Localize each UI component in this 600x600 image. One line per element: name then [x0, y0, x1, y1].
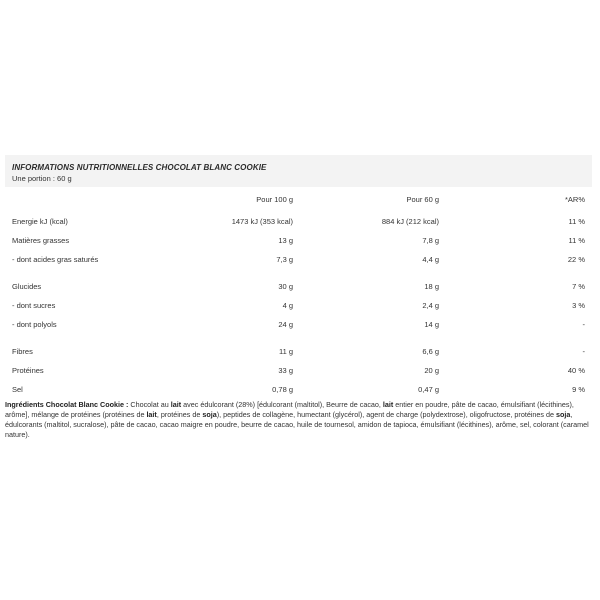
column-header-ar: *AR%	[564, 195, 585, 204]
value-per100: 13 g	[278, 236, 293, 245]
table-row	[5, 212, 592, 231]
allergen-text: lait	[146, 410, 157, 419]
table-row	[5, 296, 592, 315]
value-per100: 24 g	[278, 320, 293, 329]
table-row	[5, 315, 592, 334]
nutrient-label: - dont polyols	[12, 320, 57, 329]
table-header-row	[5, 187, 592, 212]
table-row	[5, 231, 592, 250]
ingredient-segment: , édulcorants (maltitol, sucralose), pâte de cacao, cacao maigre en poudre, beurre de cacao, huile de tournesol, amidon de tapioca, émulsifiant (lécithines), arôme, sel, colorant (caramel nature).	[5, 410, 589, 439]
ingredient-segment: , protéines de	[156, 410, 203, 419]
value-per100: 30 g	[278, 282, 293, 291]
value-per100: 0,78 g	[272, 385, 293, 394]
table-row	[5, 361, 592, 380]
nutrition-table	[5, 187, 592, 399]
value-per60: 20 g	[424, 366, 439, 375]
value-per60: 4,4 g	[422, 255, 439, 264]
value-ar: -	[582, 320, 585, 329]
column-header-label	[5, 187, 160, 212]
nutrition-header	[5, 155, 592, 187]
column-header-per60: Pour 60 g	[406, 195, 439, 204]
value-per100: 33 g	[278, 366, 293, 375]
value-per60: 18 g	[424, 282, 439, 291]
ingredients-heading: Ingrédients Chocolat Blanc Cookie :	[5, 400, 129, 409]
ingredients-text	[5, 399, 592, 440]
value-ar: 9 %	[572, 385, 585, 394]
value-ar: 40 %	[567, 366, 585, 375]
value-per60: 0,47 g	[418, 385, 439, 394]
ingredient-segment: avec édulcorant (28%) [édulcorant (maltitol), Beurre de cacao,	[181, 400, 383, 409]
value-ar: 22 %	[567, 255, 585, 264]
value-per100: 1473 kJ (353 kcal)	[231, 217, 293, 226]
nutrient-label: - dont acides gras saturés	[12, 255, 99, 264]
nutrient-label: Glucides	[12, 282, 42, 291]
value-per60: 7,8 g	[422, 236, 439, 245]
value-per100: 11 g	[278, 347, 293, 356]
row-spacer	[5, 269, 592, 277]
ingredient-segment: entier en poudre, pâte de cacao, émulsifiant (lécithines), arôme], mélange de protéines (protéines de	[5, 400, 574, 419]
table-row	[5, 342, 592, 361]
ingredient-segment: ), peptides de collagène, humectant (glycérol), agent de charge (polydextrose), oligofructose, protéines de	[216, 410, 556, 419]
nutrition-panel	[5, 155, 592, 440]
nutrient-label: Sel	[12, 385, 23, 394]
allergen-text: soja	[202, 410, 217, 419]
table-row	[5, 380, 592, 399]
portion-size: Une portion : 60 g	[12, 174, 72, 183]
table-row	[5, 250, 592, 269]
value-per100: 4 g	[282, 301, 293, 310]
value-per100: 7,3 g	[276, 255, 293, 264]
value-per60: 14 g	[424, 320, 439, 329]
ingredient-segment: Chocolat au	[128, 400, 171, 409]
nutrient-label: Fibres	[12, 347, 33, 356]
value-ar: 7 %	[572, 282, 585, 291]
value-ar: 3 %	[572, 301, 585, 310]
value-per60: 2,4 g	[422, 301, 439, 310]
row-spacer	[5, 334, 592, 342]
nutrient-label: Matières grasses	[12, 236, 70, 245]
nutrient-label: Protéines	[12, 366, 44, 375]
value-ar: -	[582, 347, 585, 356]
value-ar: 11 %	[568, 236, 585, 245]
allergen-text: lait	[170, 400, 182, 409]
value-per60: 6,6 g	[422, 347, 439, 356]
column-header-per100: Pour 100 g	[256, 195, 293, 204]
nutrient-label: Energie kJ (kcal)	[12, 217, 68, 226]
allergen-text: lait	[382, 400, 394, 409]
nutrition-title: INFORMATIONS NUTRITIONNELLES CHOCOLAT BLANC COOKIE	[12, 163, 267, 172]
value-per60: 884 kJ (212 kcal)	[381, 217, 439, 226]
nutrient-label: - dont sucres	[12, 301, 56, 310]
table-row	[5, 277, 592, 296]
allergen-text: soja	[556, 410, 571, 419]
value-ar: 11 %	[568, 217, 585, 226]
